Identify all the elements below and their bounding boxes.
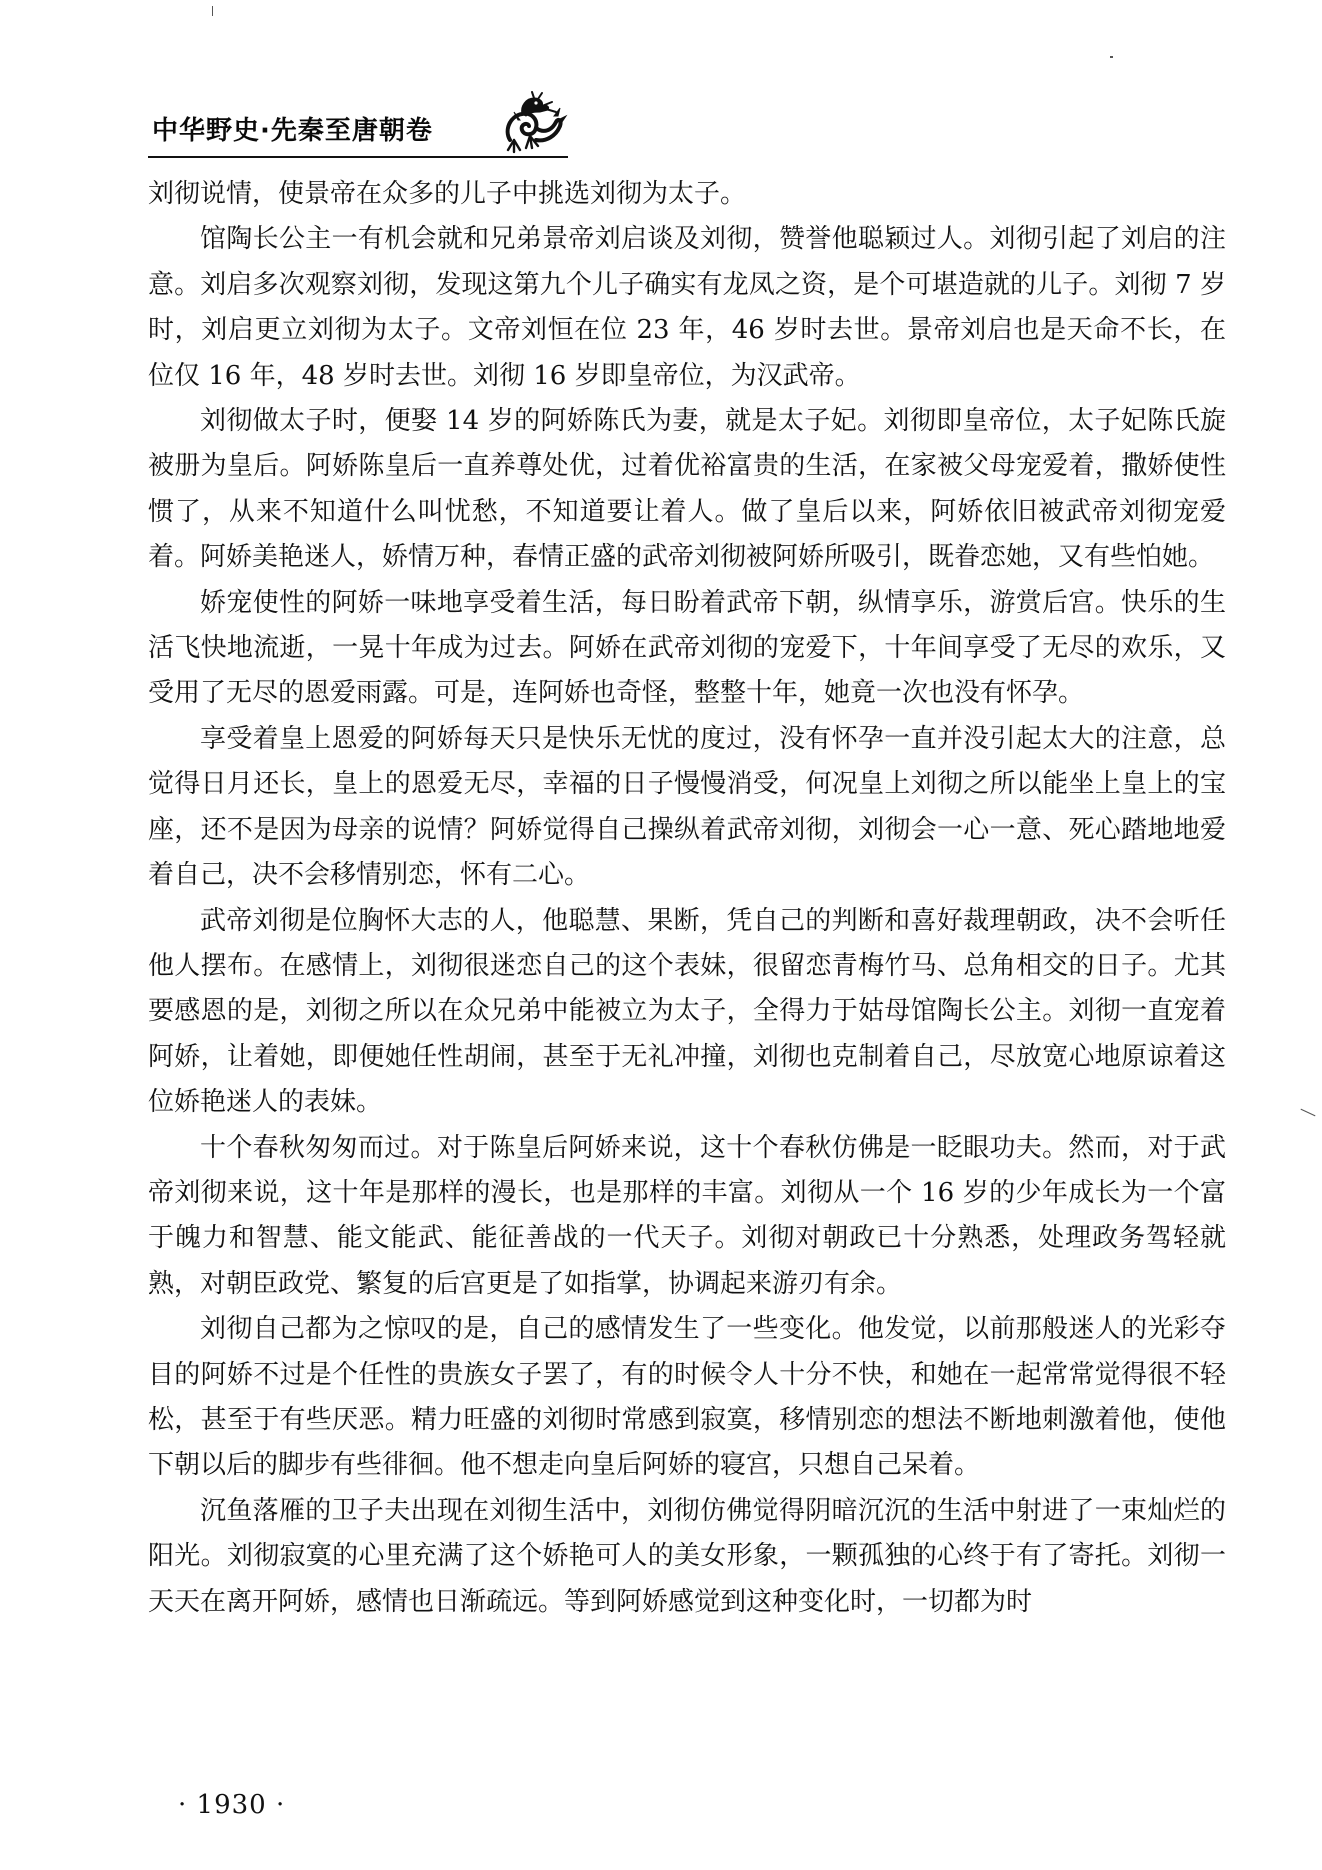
paragraph: 十个春秋匆匆而过。对于陈皇后阿娇来说，这十个春秋仿佛是一眨眼功夫。然而，对于武帝刘彻来说，这十年是那样的漫长，也是那样的丰富。刘彻从一个 16 岁的少年成长为一个富于魄力和智慧、能文能武、能征善战的一代天子。刘彻对朝政已十分熟悉，处理政务驾轻就熟，对朝臣政党、繁复的后宫更是了如指掌，协调起来游刃有余。	[148, 1132, 1226, 1299]
paragraph: 刘彻做太子时，便娶 14 岁的阿娇陈氏为妻，就是太子妃。刘彻即皇帝位，太子妃陈氏旋被册为皇后。阿娇陈皇后一直养尊处优，过着优裕富贵的生活，在家被父母宠爱着，撒娇使性惯了，从来不知道什么叫忧愁，不知道要让着人。做了皇后以来，阿娇依旧被武帝刘彻宠爱着。阿娇美艳迷人，娇情万种，春情正盛的武帝刘彻被阿娇所吸引，既眷恋她，又有些怕她。	[148, 406, 1226, 573]
scan-speck	[212, 6, 213, 16]
paragraph: 武帝刘彻是位胸怀大志的人，他聪慧、果断，凭自己的判断和喜好裁理朝政，决不会听任他人摆布。在感情上，刘彻很迷恋自己的这个表妹，很留恋青梅竹马、总角相交的日子。尤其要感恩的是，刘彻之所以在众兄弟中能被立为太子，全得力于姑母馆陶长公主。刘彻一直宠着阿娇，让着她，即便她任性胡闹，甚至于无礼冲撞，刘彻也克制着自己，尽放宽心地原谅着这位娇艳迷人的表妹。	[148, 905, 1226, 1118]
paragraph: 享受着皇上恩爱的阿娇每天只是快乐无忧的度过，没有怀孕一直并没引起太大的注意，总觉得日月还长，皇上的恩爱无尽，幸福的日子慢慢消受，何况皇上刘彻之所以能坐上皇上的宝座，还不是因为母亲的说情？阿娇觉得自己操纵着武帝刘彻，刘彻会一心一意、死心踏地地爱着自己，决不会移情别恋，怀有二心。	[148, 723, 1226, 891]
paragraph: 娇宠使性的阿娇一味地享受着生活，每日盼着武帝下朝，纵情享乐，游赏后宫。快乐的生活飞快地流逝，一晃十年成为过去。阿娇在武帝刘彻的宠爱下，十年间享受了无尽的欢乐，又受用了无尽的恩爱雨露。可是，连阿娇也奇怪，整整十年，她竟一次也没有怀孕。	[148, 587, 1226, 709]
dragon-icon	[496, 90, 568, 156]
paragraph: 沉鱼落雁的卫子夫出现在刘彻生活中，刘彻仿佛觉得阴暗沉沉的生活中射进了一束灿烂的阳光。刘彻寂寞的心里充满了这个娇艳可人的美女形象，一颗孤独的心终于有了寄托。刘彻一天天在离开阿娇，感情也日渐疏远。等到阿娇感觉到这种变化时，一切都为时	[148, 1495, 1226, 1617]
page-number: · 1930 ·	[178, 1790, 286, 1820]
body-text	[148, 172, 1226, 1625]
paragraph: 刘彻说情，使景帝在众多的儿子中挑选刘彻为太子。	[148, 179, 747, 209]
header-rule	[148, 156, 568, 158]
scan-speck	[1110, 56, 1113, 58]
paragraph: 馆陶长公主一有机会就和兄弟景帝刘启谈及刘彻，赞誉他聪颖过人。刘彻引起了刘启的注意。刘启多次观察刘彻，发现这第九个儿子确实有龙凤之资，是个可堪造就的儿子。刘彻 7 岁时，刘启更立刘彻为太子。文帝刘恒在位 23 年，46 岁时去世。景帝刘启也是天命不长，在位仅 16 年，48 岁时去世。刘彻 16 岁即皇帝位，为汉武帝。	[148, 224, 1226, 391]
book-title: 中华野史·先秦至唐朝卷	[152, 116, 433, 146]
scan-speck	[1301, 1109, 1316, 1117]
paragraph: 刘彻自己都为之惊叹的是，自己的感情发生了一些变化。他发觉，以前那般迷人的光彩夺目的阿娇不过是个任性的贵族女子罢了，有的时候令人十分不快，和她在一起常常觉得很不轻松，甚至于有些厌恶。精力旺盛的刘彻时常感到寂寞，移情别恋的想法不断地刺激着他，使他下朝以后的脚步有些徘徊。他不想走向皇后阿娇的寝宫，只想自己呆着。	[148, 1314, 1226, 1481]
running-header	[148, 104, 568, 160]
